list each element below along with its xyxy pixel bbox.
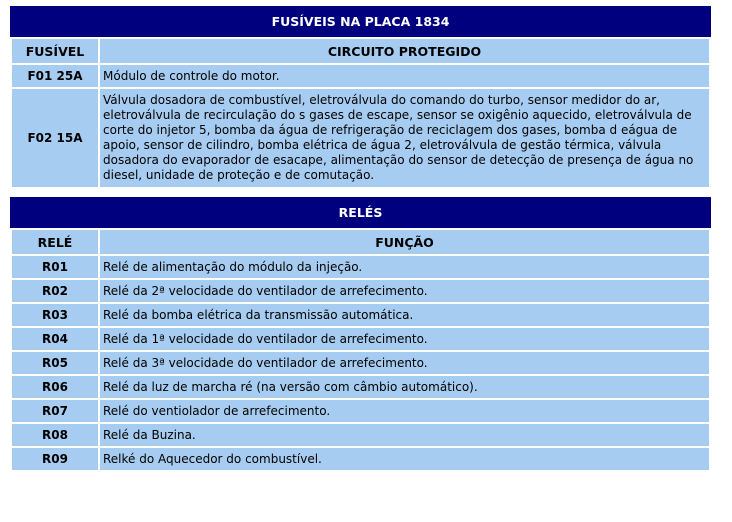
table-row — [12, 280, 709, 302]
fuses-table — [10, 37, 711, 189]
relays-table — [10, 228, 711, 472]
relay-function: Relé da 3ª velocidade do ventilador de arrefecimento. — [100, 352, 709, 374]
relays-header-function: FUNÇÃO — [100, 230, 709, 254]
table-row — [12, 352, 709, 374]
relay-code: R07 — [12, 400, 98, 422]
table-row — [12, 65, 709, 87]
relay-function: Relé da 2ª velocidade do ventilador de arrefecimento. — [100, 280, 709, 302]
relay-code: R03 — [12, 304, 98, 326]
section-spacer — [10, 189, 711, 197]
content — [10, 6, 711, 472]
fuses-header-fuse: FUSÍVEL — [12, 39, 98, 63]
relay-function: Relé do ventiolador de arrefecimento. — [100, 400, 709, 422]
relay-function: Relé da Buzina. — [100, 424, 709, 446]
relay-code: R04 — [12, 328, 98, 350]
table-row — [12, 448, 709, 470]
fuse-code: F02 15A — [12, 89, 98, 187]
table-row — [12, 400, 709, 422]
relays-header-relay: RELÉ — [12, 230, 98, 254]
relay-function: Relé da luz de marcha ré (na versão com câmbio automático). — [100, 376, 709, 398]
relay-code: R06 — [12, 376, 98, 398]
relay-code: R02 — [12, 280, 98, 302]
relay-code: R09 — [12, 448, 98, 470]
table-row — [12, 256, 709, 278]
relay-code: R08 — [12, 424, 98, 446]
table-row — [12, 376, 709, 398]
relay-function: Relé da bomba elétrica da transmissão automática. — [100, 304, 709, 326]
table-row — [12, 328, 709, 350]
fuse-code: F01 25A — [12, 65, 98, 87]
relays-header-row — [12, 230, 709, 254]
fuses-header-circuit: CIRCUITO PROTEGIDO — [100, 39, 709, 63]
relay-code: R01 — [12, 256, 98, 278]
relay-function: Relé da 1ª velocidade do ventilador de arrefecimento. — [100, 328, 709, 350]
table-row — [12, 424, 709, 446]
relays-title: RELÉS — [10, 197, 711, 228]
relay-function: Relké do Aquecedor do combustível. — [100, 448, 709, 470]
fuse-circuit: Válvula dosadora de combustível, eletroválvula do comando do turbo, sensor medidor do ar, eletroválvula de recirculação do s gases de escape, sensor se oxigênio aquecido, eletroválvula de corte do injetor 5, bomba da água de refrigeração de reciclagem dos gases, bomba d eágua de apoio, sensor de cilindro, bomba elétrica de água 2, eletroválvula de gestão térmica, válvula dosadora do evaporador de esacape, alimentação do sensor de detecção de presença de água no diesel, unidade de proteção e de comutação. — [100, 89, 709, 187]
table-row — [12, 89, 709, 187]
table-row — [12, 304, 709, 326]
relay-code: R05 — [12, 352, 98, 374]
fuses-title: FUSÍVEIS NA PLACA 1834 — [10, 6, 711, 37]
relay-function: Relé de alimentação do módulo da injeção. — [100, 256, 709, 278]
fuse-circuit: Módulo de controle do motor. — [100, 65, 709, 87]
fuses-header-row — [12, 39, 709, 63]
